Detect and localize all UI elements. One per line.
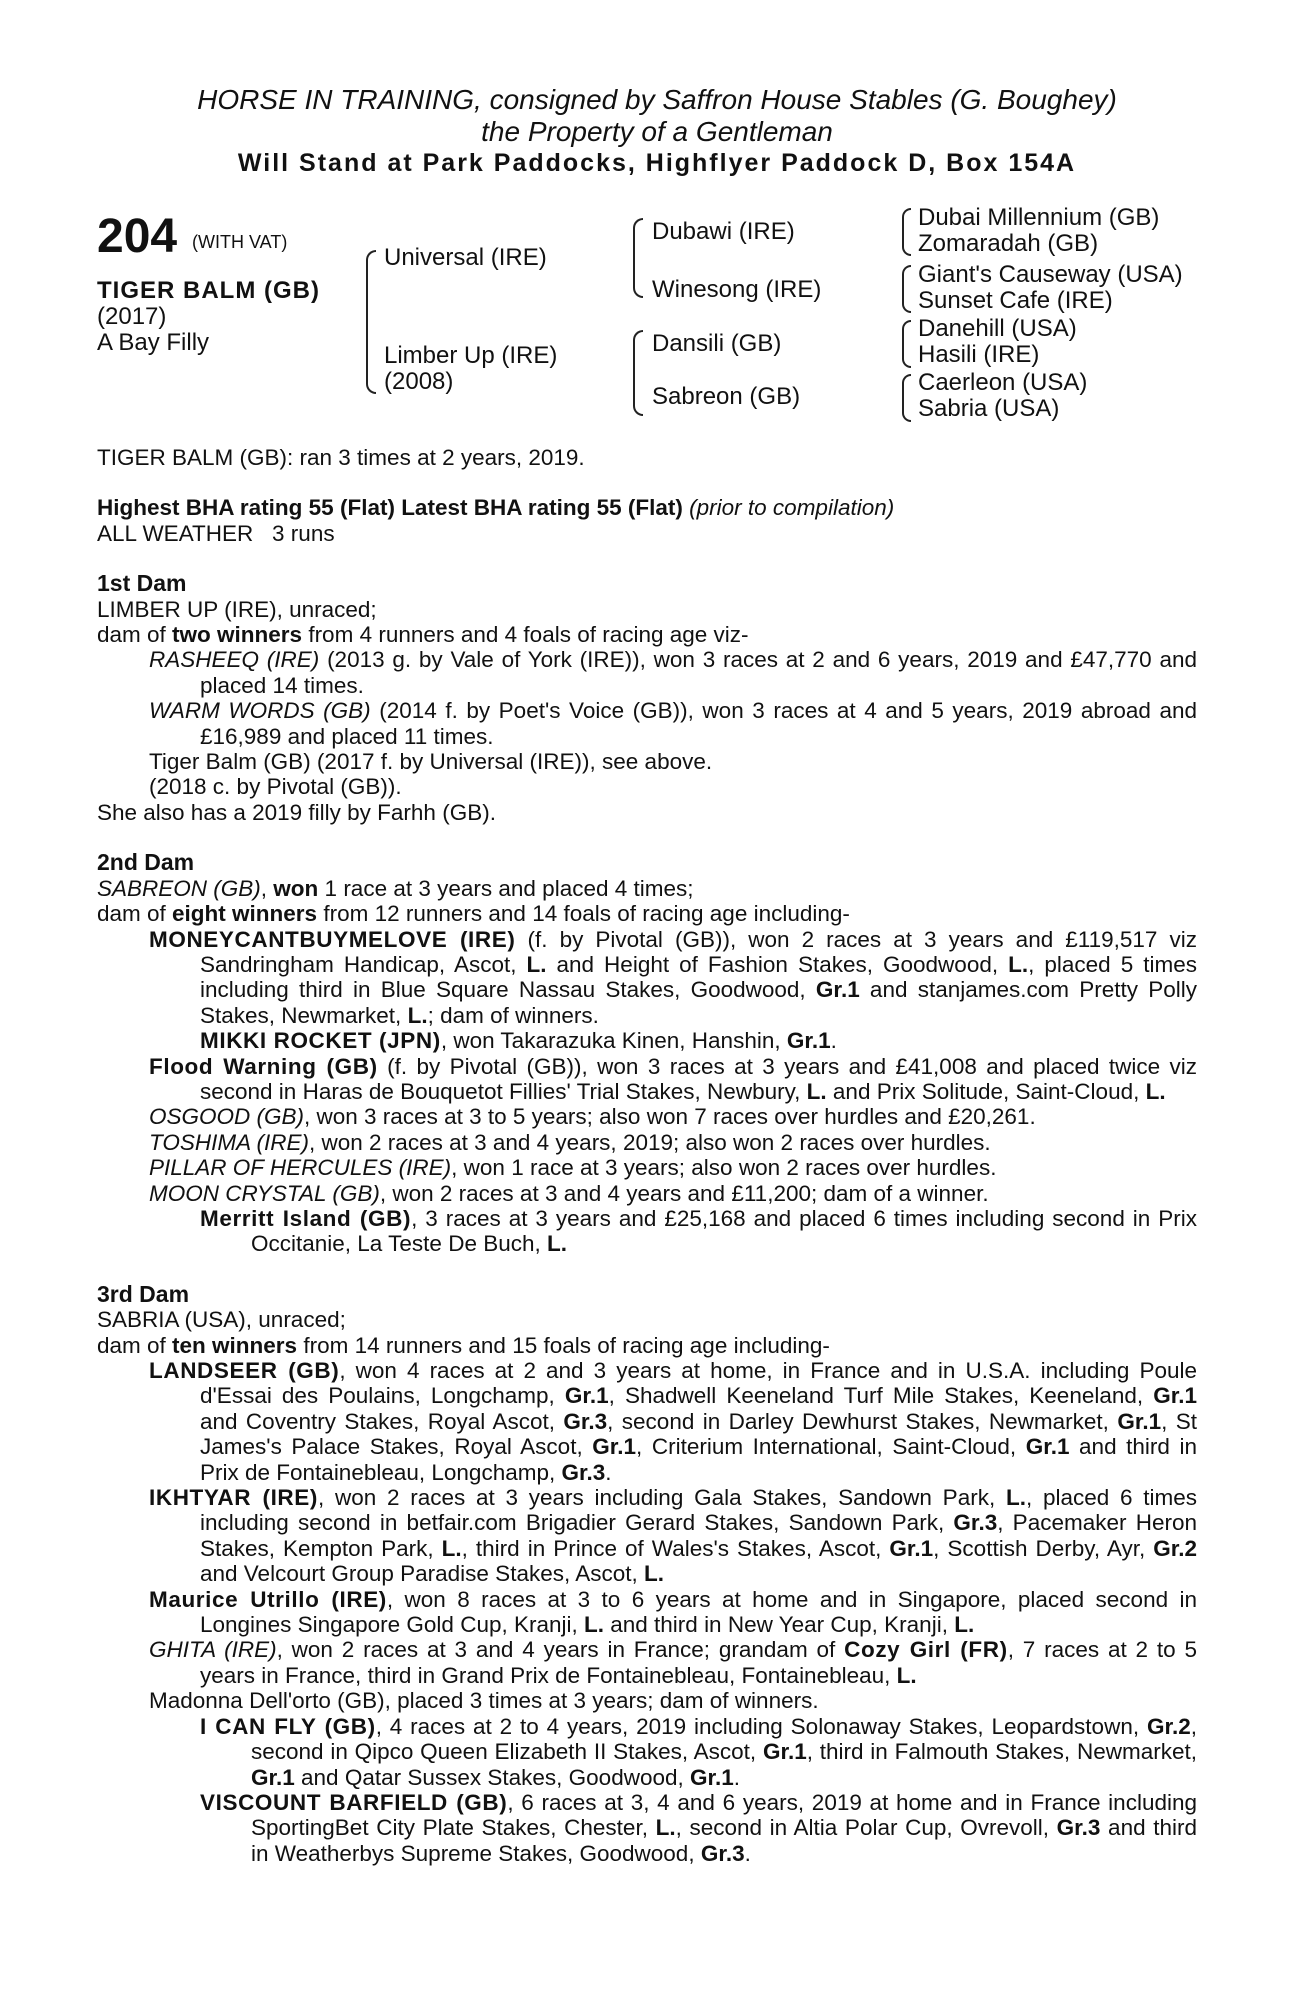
produce-entry: WARM WORDS (GB) (2014 f. by Poet's Voice (GB)), won 3 races at 4 and 5 years, 2019 abroad and £16,989 and placed 11 times.: [149, 698, 1197, 749]
produce-entry: I CAN FLY (GB), 4 races at 2 to 4 years, 2019 including Solonaway Stakes, Leopardstown, Gr.2, second in Qipco Queen Elizabeth II Stakes, Ascot, Gr.1, third in Falmouth Stakes, Newmarket, Gr.1 and Qatar Sussex Stakes, Goodwood, Gr.1.: [200, 1713, 1197, 1790]
catalogue-body: [97, 445, 1197, 1866]
great-grandsire-1: Dubai Millennium (GB): [918, 204, 1160, 231]
produce-entry: IKHTYAR (IRE), won 2 races at 3 years including Gala Stakes, Sandown Park, L., placed 6 times including second in betfair.com Brigadier Gerard Stakes, Sandown Park, Gr.3, Pacemaker Heron Stakes, Kempton Park, L., third in Prince of Wales's Stakes, Ascot, Gr.1, Scottish Derby, Ayr, Gr.2 and Velcourt Group Paradise Stakes, Ascot, L.: [149, 1485, 1198, 1587]
first-dam-heading: 1st Dam: [97, 570, 187, 597]
first-dam-produce-line: dam of two winners from 4 runners and 4 foals of racing age viz-: [97, 622, 749, 648]
sire-sire: Dubawi (IRE): [652, 218, 795, 245]
pedigree-brace-g4: [902, 374, 911, 422]
all-weather-line: ALL WEATHER 3 runs: [97, 520, 335, 546]
produce-entry: MIKKI ROCKET (JPN), won Takarazuka Kinen, Hanshin, Gr.1.: [200, 1028, 837, 1054]
produce-entry: OSGOOD (GB), won 3 races at 3 to 5 years; also won 7 races over hurdles and £20,261.: [149, 1104, 1036, 1130]
produce-entry: Madonna Dell'orto (GB), placed 3 times at 3 years; dam of winners.: [149, 1688, 819, 1714]
first-dam-line: LIMBER UP (IRE), unraced;: [97, 596, 377, 622]
race-summary: TIGER BALM (GB): ran 3 times at 2 years, 2019.: [97, 445, 585, 470]
pedigree-brace-g3: [902, 320, 911, 368]
horse-year: (2017): [97, 303, 167, 330]
ratings-line: Highest BHA rating 55 (Flat) Latest BHA rating 55 (Flat) (prior to compilation): [97, 495, 895, 521]
produce-entry: GHITA (IRE), won 2 races at 3 and 4 years in France; grandam of Cozy Girl (FR), 7 races at 2 to 5 years in France, third in Grand Prix de Fontainebleau, Fontainebleau, L.: [149, 1637, 1197, 1688]
pedigree-brace-sire: [633, 218, 643, 298]
great-granddam-1: Zomaradah (GB): [918, 230, 1099, 257]
dam-name: Limber Up (IRE): [384, 342, 558, 369]
great-granddam-4: Sabria (USA): [918, 395, 1060, 422]
pedigree-brace-g1: [902, 208, 911, 256]
produce-entry: TOSHIMA (IRE), won 2 races at 3 and 4 years, 2019; also won 2 races over hurdles.: [149, 1129, 991, 1155]
second-dam-produce-line: dam of eight winners from 12 runners and 14 foals of racing age including-: [97, 901, 850, 927]
great-granddam-2: Sunset Cafe (IRE): [918, 287, 1113, 314]
produce-entry: MONEYCANTBUYMELOVE (IRE) (f. by Pivotal (GB)), won 2 races at 3 years and £119,517 viz Sandringham Handicap, Ascot, L. and Height of Fashion Stakes, Goodwood, L., placed 5 times including third in Blue Square Nassau Stakes, Goodwood, Gr.1 and stanjames.com Pretty Polly Stakes, Newmarket, L.; dam of winners.: [149, 926, 1198, 1028]
dam-dam: Sabreon (GB): [652, 383, 801, 410]
second-dam-line: SABREON (GB), won 1 race at 3 years and placed 4 times;: [97, 875, 694, 901]
great-grandsire-2: Giant's Causeway (USA): [918, 261, 1183, 288]
pedigree-brace-main: [366, 250, 376, 394]
great-granddam-3: Hasili (IRE): [918, 341, 1040, 368]
dam-year: (2008): [384, 368, 454, 395]
produce-entry: RASHEEQ (IRE) (2013 g. by Vale of York (IRE)), won 3 races at 2 and 6 years, 2019 and £47,770 and placed 14 times.: [149, 647, 1197, 698]
produce-entry: Flood Warning (GB) (f. by Pivotal (GB)), won 3 races at 3 years and £41,008 and placed twice viz second in Haras de Bouquetot Fillies' Trial Stakes, Newbury, L. and Prix Solitude, Saint-Cloud, L.: [149, 1053, 1198, 1104]
third-dam-heading: 3rd Dam: [97, 1280, 190, 1307]
pedigree-brace-dam: [633, 330, 643, 416]
produce-entry: VISCOUNT BARFIELD (GB), 6 races at 3, 4 and 6 years, 2019 at home and in France including SportingBet City Plate Stakes, Chester, L., second in Altia Polar Cup, Ovrevoll, Gr.3 and third in Weatherbys Supreme Stakes, Goodwood, Gr.3.: [200, 1789, 1197, 1866]
great-grandsire-3: Danehill (USA): [918, 315, 1077, 342]
sire-name: Universal (IRE): [384, 244, 547, 271]
produce-entry: MOON CRYSTAL (GB), won 2 races at 3 and 4 years and £11,200; dam of a winner.: [149, 1180, 989, 1206]
produce-entry: Maurice Utrillo (IRE), won 8 races at 3 to 6 years at home and in Singapore, placed second in Longines Singapore Gold Cup, Kranji, L. and third in New Year Cup, Kranji, L.: [149, 1586, 1197, 1638]
location-line: Will Stand at Park Paddocks, Highflyer Paddock D, Box 154A: [237, 149, 1077, 177]
great-grandsire-4: Caerleon (USA): [918, 369, 1088, 396]
pedigree-brace-g2: [902, 265, 911, 313]
produce-entry: PILLAR OF HERCULES (IRE), won 1 race at 3 years; also won 2 races over hurdles.: [149, 1155, 997, 1181]
produce-entry: (2018 c. by Pivotal (GB)).: [149, 774, 402, 800]
produce-entry: LANDSEER (GB), won 4 races at 2 and 3 years at home, in France and in U.S.A. including Poule d'Essai des Poulains, Longchamp, Gr.1, Shadwell Keeneland Turf Mile Stakes, Keeneland, Gr.1 and Coventry Stakes, Royal Ascot, Gr.3, second in Darley Dewhurst Stakes, Newmarket, Gr.1, St James's Palace Stakes, Royal Ascot, Gr.1, Criterium International, Saint-Cloud, Gr.1 and third in Prix de Fontainebleau, Longchamp, Gr.3.: [149, 1358, 1197, 1485]
horse-name: TIGER BALM (GB): [97, 277, 320, 304]
third-dam-line: SABRIA (USA), unraced;: [97, 1307, 346, 1333]
produce-note: She also has a 2019 filly by Farhh (GB).: [97, 799, 496, 825]
third-dam-produce-line: dam of ten winners from 14 runners and 15 foals of racing age including-: [97, 1332, 830, 1358]
sire-dam: Winesong (IRE): [652, 276, 822, 303]
horse-description: A Bay Filly: [97, 329, 210, 356]
produce-entry: Tiger Balm (GB) (2017 f. by Universal (IRE)), see above.: [149, 749, 713, 775]
produce-entry: Merritt Island (GB), 3 races at 3 years and £25,168 and placed 6 times including second in Prix Occitanie, La Teste De Buch, L.: [200, 1205, 1197, 1257]
second-dam-heading: 2nd Dam: [97, 849, 195, 876]
dam-sire: Dansili (GB): [652, 330, 782, 357]
vat-note: (WITH VAT): [192, 232, 288, 252]
lot-number: 204: [97, 210, 178, 263]
consignor-line: HORSE IN TRAINING, consigned by Saffron House Stables (G. Boughey): [197, 84, 1117, 115]
property-line: the Property of a Gentleman: [481, 116, 833, 147]
